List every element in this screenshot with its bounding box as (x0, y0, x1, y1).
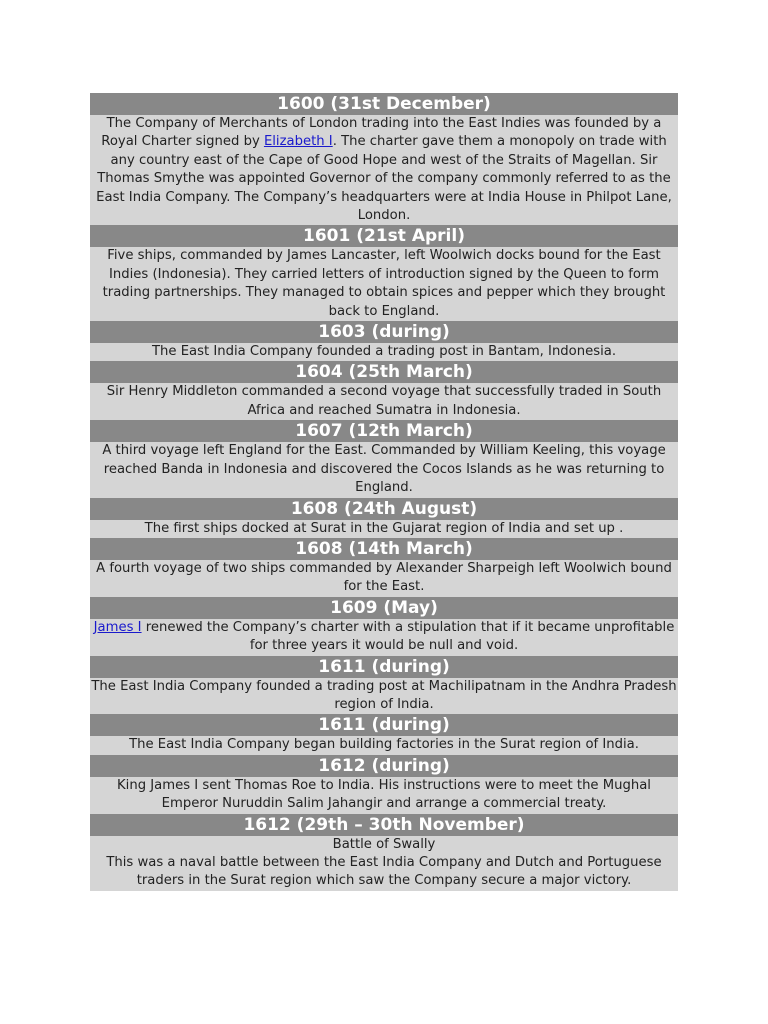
entry-text: The Company of Merchants of London trading into the East Indies was founded by a Royal Charter signed by (101, 116, 662, 150)
entry-date: 1612 (29th – 30th November) (90, 814, 678, 836)
entry-description: The first ships docked at Surat in the Gujarat region of India and set up . (90, 520, 678, 538)
entry-date: 1608 (14th March) (90, 538, 678, 560)
timeline-entry (90, 361, 678, 420)
entry-date: 1607 (12th March) (90, 420, 678, 442)
entry-date: 1612 (during) (90, 755, 678, 777)
entry-description: A third voyage left England for the East. Commanded by William Keeling, this voyage reached Banda in Indonesia and discovered the Cocos Islands as he was returning to England. (90, 442, 678, 497)
entry-date: 1600 (31st December) (90, 93, 678, 115)
entry-date: 1603 (during) (90, 321, 678, 343)
timeline-entry (90, 538, 678, 597)
timeline-entry (90, 597, 678, 656)
timeline-entry (90, 420, 678, 497)
entry-date: 1601 (21st April) (90, 225, 678, 247)
entry-description: Sir Henry Middleton commanded a second voyage that successfully traded in South Africa and reached Sumatra in Indonesia. (90, 383, 678, 420)
entry-heading: Battle of Swally (332, 836, 436, 852)
timeline-entry (90, 225, 678, 321)
entry-description: The East India Company began building factories in the Surat region of India. (90, 736, 678, 754)
elizabeth-i-link[interactable]: Elizabeth I (263, 134, 333, 150)
timeline-entry (90, 498, 678, 538)
timeline-entry (90, 814, 678, 891)
entry-description: King James I sent Thomas Roe to India. His instructions were to meet the Mughal Emperor Nuruddin Salim Jahangir and arrange a commercial treaty. (90, 777, 678, 814)
timeline-entry (90, 656, 678, 715)
entry-description: Five ships, commanded by James Lancaster, left Woolwich docks bound for the East Indies (Indonesia). They carried letters of introduction signed by the Queen to form trading partnerships. They managed to obtain spices and pepper which they brought back to England. (90, 247, 678, 321)
timeline-entry (90, 93, 678, 225)
entry-date: 1609 (May) (90, 597, 678, 619)
entry-date: 1608 (24th August) (90, 498, 678, 520)
timeline-table (90, 93, 678, 891)
entry-description: The East India Company founded a trading post at Machilipatnam in the Andhra Pradesh region of India. (90, 678, 678, 715)
timeline-entry (90, 714, 678, 754)
entry-description (90, 115, 678, 225)
entry-text: This was a naval battle between the East India Company and Dutch and Portuguese traders in the Surat region which saw the Company secure a major victory. (106, 854, 662, 889)
timeline-entry (90, 321, 678, 361)
entry-description: The East India Company founded a trading post in Bantam, Indonesia. (90, 343, 678, 361)
entry-text: . The charter gave them a monopoly on trade with any country east of the Cape of Good Hope and west of the Straits of Magellan. Sir Thomas Smythe was appointed Governor of the company commonly referred to as the East India Company. The Company’s headquarters were at India House in Philpot Lane, London. (96, 134, 672, 224)
timeline-entry (90, 755, 678, 814)
entry-description: A fourth voyage of two ships commanded by Alexander Sharpeigh left Woolwich bound for the East. (90, 560, 678, 597)
entry-description (90, 836, 678, 891)
entry-date: 1604 (25th March) (90, 361, 678, 383)
james-i-link[interactable]: James I (93, 619, 142, 635)
entry-description (90, 619, 678, 656)
entry-text: renewed the Company’s charter with a stipulation that if it became unprofitable for three years it would be null and void. (141, 619, 675, 654)
entry-date: 1611 (during) (90, 714, 678, 736)
entry-date: 1611 (during) (90, 656, 678, 678)
